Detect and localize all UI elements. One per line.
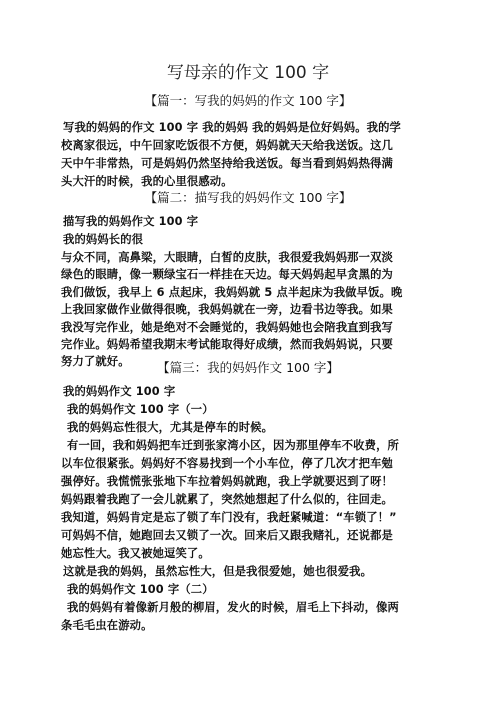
section-2-line-8: 完作业。妈妈希望我期末考试能取得好成绩，然而我妈妈说，只要: [61, 338, 393, 351]
section-2-line-7: 我没写完作业，她是绝对不会睡觉的，我妈妈她也会陪我直到我写: [61, 321, 393, 334]
section-3-line-1: 我的妈妈作文 100 字: [63, 385, 176, 398]
section-3-line-6: 强停好。我慌慌张张地下车拉着妈妈就跑，我上学就要迟到了呀！: [61, 475, 393, 488]
section-3-line-10: 她忘性大。我又被她逗笑了。: [61, 547, 210, 560]
section-2-line-6: 上我回家做作业做得很晚，我妈妈就在一旁，边看书边等我。如果: [61, 303, 393, 316]
section-1-line-4: 头大汗的时候，我的心里很感动。: [61, 175, 233, 188]
section-2-line-2: 我的妈妈长的很: [63, 233, 144, 246]
section-3-line-14: 条毛毛虫在游动。: [61, 619, 153, 632]
section-1-line-2: 校离家很远，中午回家吃饭很不方便，妈妈就天天给我送饭。这几: [61, 139, 393, 152]
section-heading-3: 【篇三：我的妈妈作文 100 字】: [157, 360, 339, 375]
section-3-line-3: 我的妈妈忘性很大，尤其是停车的时候。: [67, 421, 274, 434]
section-2-line-3: 与众不同，高鼻梁，大眼睛，白皙的皮肤，我很爱我妈妈那一双淡: [61, 251, 393, 264]
section-3-line-12: 我的妈妈作文 100 字（二）: [67, 583, 214, 596]
section-3-line-11: 这就是我的妈妈，虽然忘性大，但是我很爱她，她也很爱我。: [63, 565, 373, 578]
section-2-line-9: 努力了就好。: [61, 355, 130, 368]
section-3-line-7: 妈妈跟着我跑了一会儿就累了，突然她想起了什么似的，往回走。: [61, 493, 393, 506]
section-1-line-1: 写我的妈妈的作文 100 字 我的妈妈 我的妈妈是位好妈妈。我的学: [63, 121, 401, 134]
section-2-line-1: 描写我的妈妈作文 100 字: [63, 215, 199, 228]
section-2-line-5: 我们做饭，我早上 6 点起床，我妈妈就 5 点半起床为我做早饭。晚: [61, 286, 403, 299]
section-3-line-13: 我的妈妈有着像新月般的柳眉，发火的时候，眉毛上下抖动，像两: [67, 601, 399, 614]
section-heading-2: 【篇二：描写我的妈妈作文 100 字】: [144, 190, 352, 205]
section-3-line-2: 我的妈妈作文 100 字（一）: [67, 403, 214, 416]
section-2-line-4: 绿色的眼睛，像一颗绿宝石一样挂在天边。每天妈妈起早贪黑的为: [61, 268, 393, 281]
section-3-line-5: 以车位很紧张。妈妈好不容易找到一个小车位，停了几次才把车勉: [61, 457, 393, 470]
section-heading-1: 【篇一：写我的妈妈的作文 100 字】: [144, 93, 352, 108]
section-1-line-3: 天中午非常热，可是妈妈仍然坚持给我送饭。每当看到妈妈热得满: [61, 157, 393, 170]
section-3-line-9: 可妈妈不信，她跑回去又锁了一次。回来后又跟我赌礼，还说都是: [61, 529, 393, 542]
section-3-line-4: 有一回，我和妈妈把车迁到张家湾小区，因为那里停车不收费，所: [67, 439, 399, 452]
document-title: 写母亲的作文 100 字: [166, 63, 330, 83]
section-3-line-8: 我知道，妈妈肯定是忘了锁了车门没有，我赶紧喊道：“车锁了！”: [61, 511, 397, 524]
